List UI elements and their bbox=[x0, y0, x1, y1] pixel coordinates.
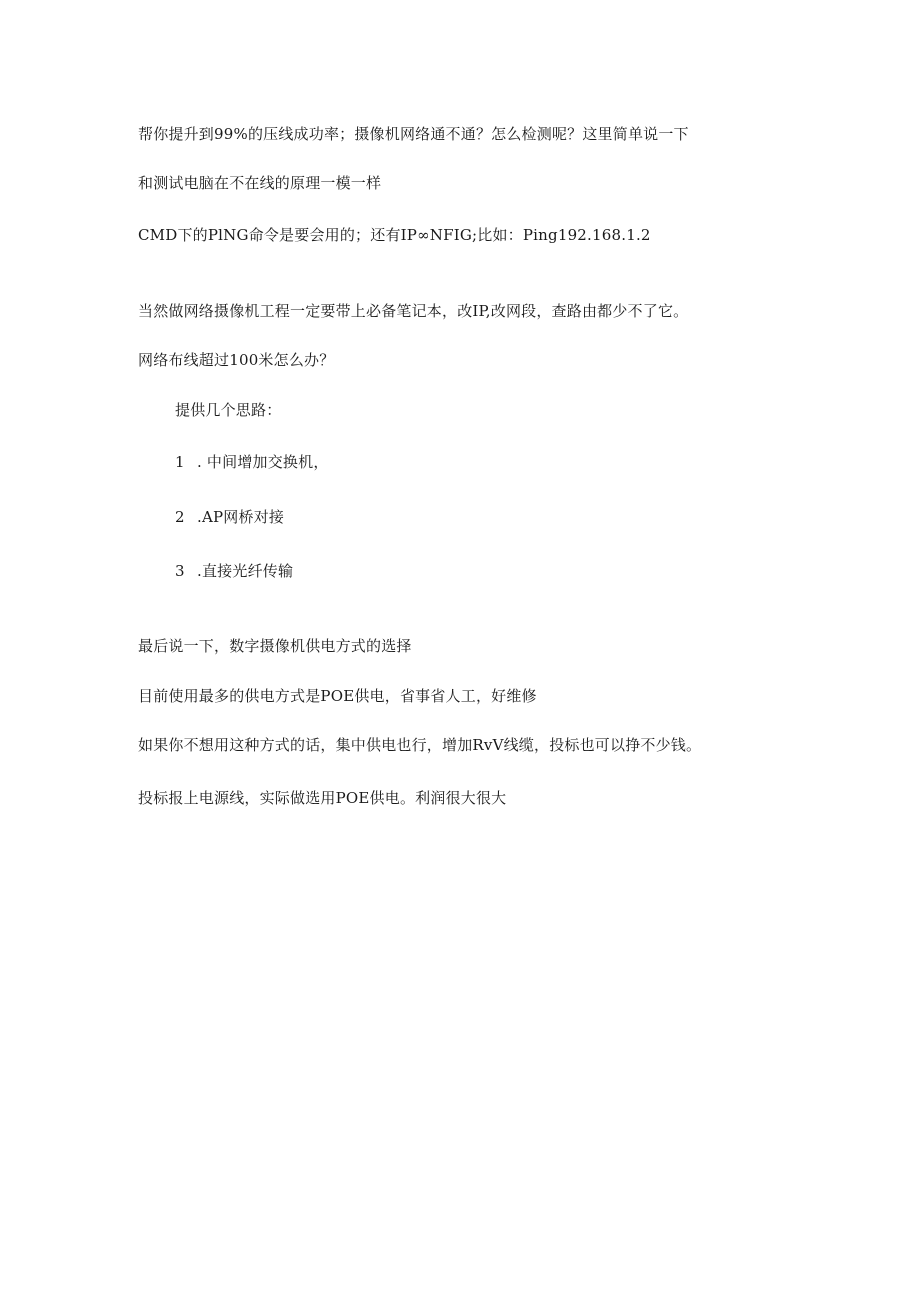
paragraph-1: 帮你提升到99%的压线成功率；摄像机网络通不通？怎么检测呢？这里简单说一下 bbox=[138, 125, 689, 143]
paragraph-5: 网络布线超过100米怎么办？ bbox=[138, 351, 335, 369]
list-item-number: 1 bbox=[175, 453, 185, 471]
paragraph-3: CMD下的PlNG命令是要会用的；还有IP∞NFIG;比如：Ping192.168.1.2 bbox=[138, 226, 651, 244]
list-item-number: 2 bbox=[175, 508, 185, 526]
closing-paragraph-2: 目前使用最多的供电方式是POE供电，省事省人工，好维修 bbox=[138, 687, 537, 705]
list-item-text: .AP网桥对接 bbox=[197, 508, 285, 526]
paragraph-2: 和测试电脑在不在线的原理一模一样 bbox=[138, 174, 382, 192]
closing-paragraph-4: 投标报上电源线，实际做选用POE供电。利润很大很大 bbox=[138, 789, 507, 807]
list-item bbox=[175, 561, 293, 581]
list-intro: 提供几个思路： bbox=[175, 401, 282, 419]
paragraph-4: 当然做网络摄像机工程一定要带上必备笔记本，改IP,改网段，查路由都少不了它。 bbox=[138, 302, 689, 320]
list-item bbox=[175, 452, 329, 472]
list-item-number: 3 bbox=[175, 562, 185, 580]
list-item bbox=[175, 507, 284, 527]
closing-paragraph-1: 最后说一下，数字摄像机供电方式的选择 bbox=[138, 637, 412, 655]
list-item-text: .直接光纤传输 bbox=[197, 562, 294, 580]
closing-paragraph-3: 如果你不想用这种方式的话，集中供电也行，增加RvV线缆，投标也可以挣不少钱。 bbox=[138, 736, 702, 754]
list-item-text: . 中间增加交换机， bbox=[197, 453, 329, 471]
